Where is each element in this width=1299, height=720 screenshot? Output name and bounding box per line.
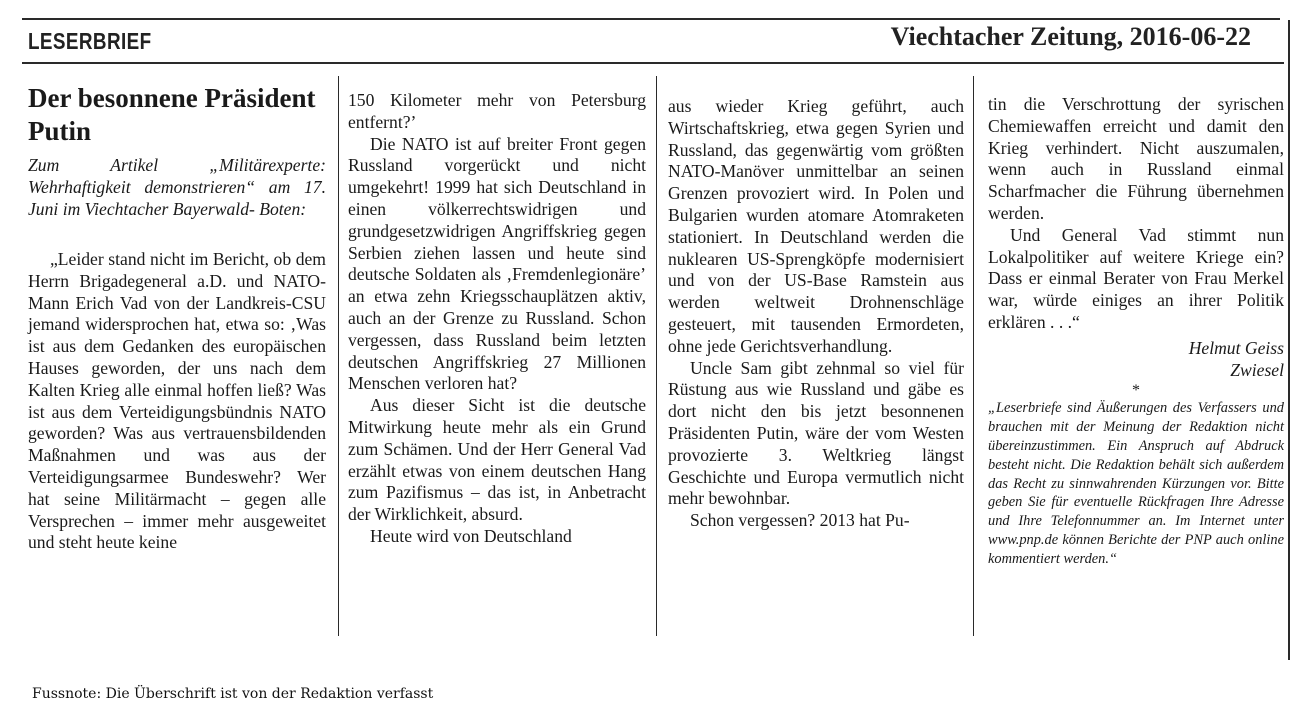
paragraph: „Leider stand nicht im Bericht, ob dem Herrn Brigadegeneral a.D. und NATO-Mann Erich Vad von der Landkreis-CSU jemand widersprochen hat, etwa so: ‚Was ist aus dem Gedanken des europäischen Hauses geworden, der uns nach dem Kalten Krieg alle einmal hoffen ließ? Was ist aus dem Verteidigungsbündnis NATO geworden? Was aus vertrauensbildenden Maßnahmen und was aus der Verteidigungsarmee Bundeswehr? Wer hat seine Militärmacht – gegen alle Versprechen – immer mehr ausgeweitet und steht heute keine [28, 249, 326, 553]
paragraph: Schon vergessen? 2013 hat Pu- [690, 510, 910, 531]
column-rule-2 [656, 76, 657, 636]
paragraph: Heute wird von Deutschland [370, 525, 572, 546]
column-1 [28, 249, 326, 554]
signature-name: Helmut Geiss [1188, 337, 1284, 358]
footnote: Fussnote: Die Überschrift ist von der Redaktion verfasst [32, 686, 434, 702]
section-label: LESERBRIEF [28, 28, 152, 54]
signature-place: Zwiesel [1230, 359, 1284, 380]
column-rule-1 [338, 76, 339, 636]
column-4 [988, 94, 1284, 569]
article-headline: Der besonnene Präsident Putin [28, 83, 316, 146]
column-2 [348, 90, 646, 548]
article-intro: Zum Artikel „Militärexperte: Wehrhaftigkeit demonstrieren“ am 17. Juni im Viechtacher Bayerwald- Boten: [28, 155, 326, 219]
paragraph: Und General Vad stimmt nun Lokalpolitiker auf weitere Kriege ein? Dass er einmal Berater von Frau Merkel war, würde einiges an ihrer Politik erklären . . .“ [988, 224, 1284, 332]
paragraph: tin die Verschrottung der syrischen Chemiewaffen erreicht und damit den Krieg verhindert. Nicht auszumalen, wenn auch in Russland einmal Scharfmacher die Führung übernehmen werden. [988, 94, 1284, 223]
editorial-disclaimer: „Leserbriefe sind Äußerungen des Verfassers und brauchen mit der Meinung der Redaktion nicht übereinzustimmen. Ein Anspruch auf Abdruck besteht nicht. Die Redaktion behält sich außerdem das Recht zu sinnwahrenden Kürzungen vor. Bitte geben Sie für eventuelle Rückfragen Ihre Adresse und Ihre Telefonnummer an. Im Internet unter www.pnp.de können Berichte der PNP auch online kommentiert werden.“ [988, 400, 1284, 567]
separator-asterisk: * [1132, 382, 1140, 400]
column-3 [668, 96, 964, 532]
paragraph: Die NATO ist auf breiter Front gegen Russland vorgerückt und nicht umgekehrt! 1999 hat sich Deutschland in einen völkerrechtswidrigen und grundgesetzwidrigen Angriffskrieg gegen Serbien ziehen lassen und heute sind deutsche Soldaten als ‚Fremdenlegionäre’ an etwa zehn Kriegsschauplätzen aktiv, auch an der Grenze zu Russland. Schon vergessen, dass Russland beim letzten deutschen Angriffskrieg 27 Millionen Menschen verloren hat? [348, 133, 646, 394]
masthead: Viechtacher Zeitung, 2016-06-22 [890, 22, 1251, 51]
top-rule [22, 18, 1280, 20]
paragraph: aus wieder Krieg geführt, auch Wirtschaftskrieg, etwa gegen Syrien und Russland, das gegenwärtig vom größten NATO-Manöver unmittelbar an seinen Grenzen provoziert wird. In Polen und Bulgarien wurden atomare Atomraketen stationiert. In Deutschland werden die nuklearen US-Sprengköpfe modernisiert und von der US-Base Ramstein aus werden weltweit Drohnenschläge gesteuert, mit tausenden Ermordeten, ohne jede Gerichtsverhandlung. [668, 96, 964, 356]
paragraph: Aus dieser Sicht ist die deutsche Mitwirkung heute mehr als ein Grund zum Schämen. Und der Herr General Vad erzählt etwas von einem deutschen Hang zum Pazifismus – das ist, in Anbetracht der Wirklichkeit, absurd. [348, 395, 646, 525]
paragraph: Uncle Sam gibt zehnmal so viel für Rüstung aus wie Russland und gäbe es dort nicht den bis jetzt besonnenen Präsidenten Putin, wäre der vom Westen provozierte 3. Weltkrieg längst Geschichte und Europa vermutlich nicht mehr bewohnbar. [668, 357, 964, 509]
paragraph: 150 Kilometer mehr von Petersburg entfernt?’ [348, 90, 646, 132]
column-rule-3 [973, 76, 974, 636]
right-edge-rule [1288, 20, 1290, 660]
header-rule [22, 62, 1284, 64]
